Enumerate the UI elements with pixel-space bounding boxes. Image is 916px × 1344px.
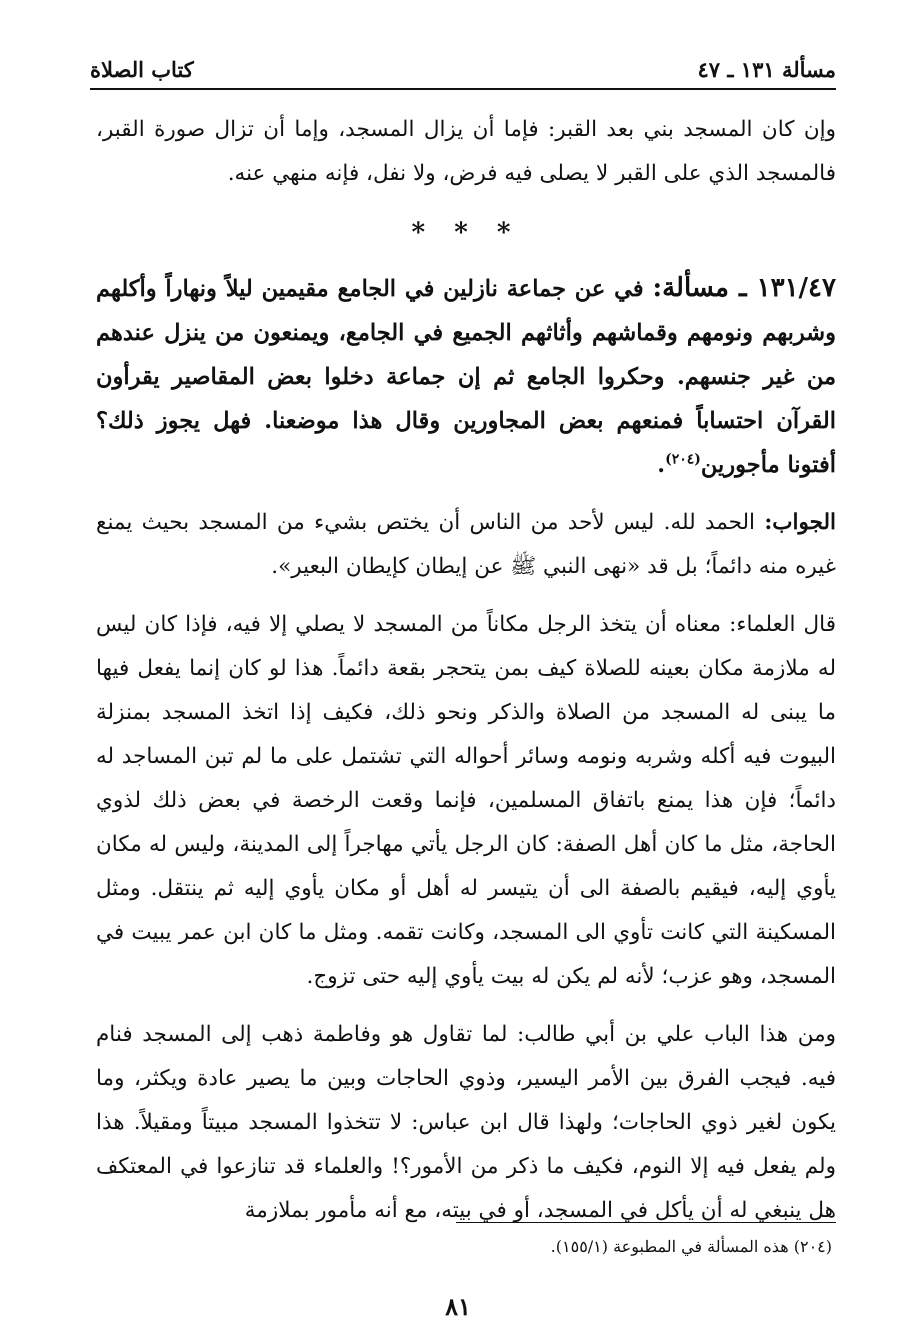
header-section-number: مسألة ١٣١ ـ ٤٧ [697, 57, 836, 82]
answer-lead: الجواب: [764, 510, 836, 535]
paragraph-ali: ومن هذا الباب علي بن أبي طالب: لما تقاول هو وفاطمة ذهب إلى المسجد فنام فيه. فيجب الفرق بين الأمر اليسير، وذوي الحاجات وبين ما يصير عادة ويكثر، وما يكون لغير ذوي الحاجات؛ ولهذا قال ابن عباس: لا تتخذوا المسجد مبيتاً ومقيلاً. هذا ولم يفعل فيه إلا النوم، فكيف ما ذكر من الأمور؟! والعلماء قد تنازعوا في المعتكف هل ينبغي له أن يأكل في المسجد، أو في بيته، مع أنه مأمور بملازمة [96, 1022, 836, 1223]
footnote-reference: (٢٠٤) [665, 451, 701, 468]
footnote-divider [456, 1222, 836, 1223]
question-text: في عن جماعة نازلين في الجامع مقيمين ليلاً ونهاراً وأكلهم وشربهم ونومهم وقماشهم وأثاثهم الجميع في الجامع، ويمنعون من ينزل عندهم من غير جنسهم. وحكروا الجامع ثم إن جماعة دخلوا بعض المقاصير يقرأون القرآن احتساباً فمنعهم بعض المجاورين وقال هذا موضعنا. فهل يجوز ذلك؟ أفتونا مأجورين [96, 276, 836, 478]
question-end: . [657, 452, 666, 478]
section-separator: * * * [411, 218, 521, 248]
header-book-title: كتاب الصلاة [90, 57, 194, 82]
answer-text: الحمد لله. ليس لأحد من الناس أن يختص بشيء من المسجد بحيث يمنع غيره منه دائماً؛ بل قد «نهى النبي ﷺ عن إيطان كإيطان البعير». [96, 510, 836, 579]
answer-paragraph [96, 501, 836, 589]
paragraph-scholars: قال العلماء: معناه أن يتخذ الرجل مكاناً من المسجد لا يصلي إلا فيه، فإذا كان ليس له ملازمة مكان بعينه للصلاة كيف بمن يتحجر بقعة دائماً. هذا لو كان إنما يفعل فيها ما يبنى له المسجد من الصلاة والذكر ونحو ذلك، فكيف إذا اتخذ المسجد بمنزلة البيوت فيه أكله وشربه ونومه وسائر أحواله التي تشتمل على ما لم تبن المساجد له دائماً؛ فإن هذا يمنع باتفاق المسلمين، فإنما وقعت الرخصة في بعض ذلك لذوي الحاجة، مثل ما كان أهل الصفة: كان الرجل يأتي مهاجراً إلى المدينة، وليس له مكان يأوي إليه، فيقيم بالصفة الى أن يتيسر له أهل أو مكان يأوي إليه ثم ينتقل. ومثل المسكينة التي كانت تأوي الى المسجد، وكانت تقمه. ومثل ما كان ابن عمر يبيت في المسجد، وهو عزب؛ لأنه لم يكن له بيت يأوي إليه حتى تزوج. [96, 612, 836, 989]
footnote: (٢٠٤) هذه المسألة في المطبوعة (١٥٥/١). [550, 1237, 832, 1256]
running-header [90, 42, 836, 90]
page-number: ٨١ [445, 1292, 471, 1321]
paragraph-grave-mosque: وإن كان المسجد بني بعد القبر: فإما أن يزال المسجد، وإما أن تزال صورة القبر، فالمسجد الذي على القبر لا يصلى فيه فرض، ولا نفل، فإنه منهي عنه. [96, 117, 836, 186]
body-text [96, 108, 836, 1233]
question-paragraph [96, 266, 836, 487]
question-number: ١٣١/٤٧ ـ مسألة: [652, 273, 836, 303]
